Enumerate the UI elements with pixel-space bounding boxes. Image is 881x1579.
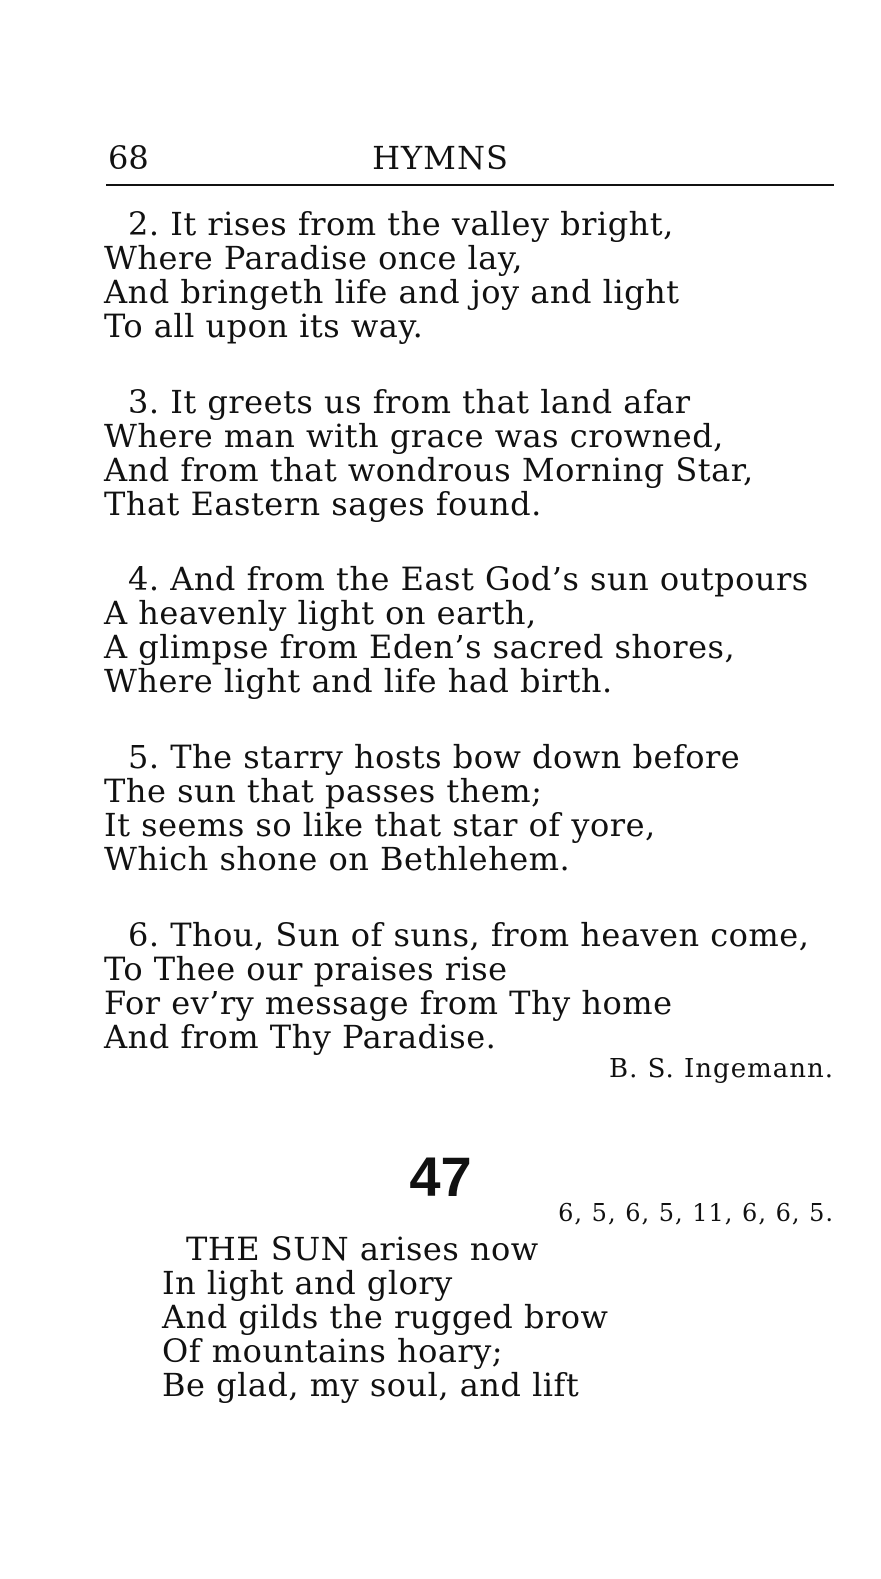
verse-line: 2. It rises from the valley bright, [128, 205, 674, 243]
hymn-verse-5 [104, 740, 844, 876]
verse-line: That Eastern sages found. [104, 485, 542, 523]
verse-line: For ev’ry message from Thy home [104, 984, 673, 1022]
hymn-number: 47 [409, 1145, 472, 1208]
verse-line: Be glad, my soul, and lift [162, 1366, 580, 1404]
verse-line: Where light and life had birth. [104, 662, 613, 700]
verse-line: And bringeth life and joy and light [104, 273, 680, 311]
verse-line: In light and glory [162, 1264, 453, 1302]
hymn-verse-4 [104, 562, 844, 698]
verse-line: A heavenly light on earth, [104, 594, 537, 632]
verse-line: Where Paradise once lay, [104, 239, 523, 277]
hymn-47-verse-1 [162, 1232, 881, 1402]
hymn-verse-3 [104, 385, 844, 521]
author-attribution: B. S. Ingemann. [608, 1054, 834, 1084]
verse-line: 4. And from the East God’s sun outpours [128, 560, 809, 598]
header-rule [106, 184, 834, 186]
verse-line: Which shone on Bethlehem. [104, 840, 571, 878]
verse-line: THE SUN arises now [186, 1230, 539, 1268]
verse-line: And from Thy Paradise. [104, 1018, 497, 1056]
verse-line: Where man with grace was crowned, [104, 417, 724, 455]
verse-line: Of mountains hoary; [162, 1332, 504, 1370]
verse-line: A glimpse from Eden’s sacred shores, [104, 628, 736, 666]
verse-line: And from that wondrous Morning Star, [104, 451, 754, 489]
verse-line: To Thee our praises rise [104, 950, 508, 988]
hymn-verse-2 [104, 207, 844, 343]
verse-line: 3. It greets us from that land afar [128, 383, 691, 421]
hymn-verse-6 [104, 918, 844, 1054]
page-number: 68 [108, 139, 149, 177]
verse-line: The sun that passes them; [104, 772, 543, 810]
verse-line: It seems so like that star of yore, [104, 806, 656, 844]
running-head: HYMNS [372, 139, 509, 177]
verse-line: 6. Thou, Sun of suns, from heaven come, [128, 916, 810, 954]
verse-line: 5. The starry hosts bow down before [128, 738, 741, 776]
hymn-meter: 6, 5, 6, 5, 11, 6, 6, 5. [558, 1199, 834, 1227]
verse-line: And gilds the rugged brow [162, 1298, 609, 1336]
verse-line: To all upon its way. [104, 307, 424, 345]
